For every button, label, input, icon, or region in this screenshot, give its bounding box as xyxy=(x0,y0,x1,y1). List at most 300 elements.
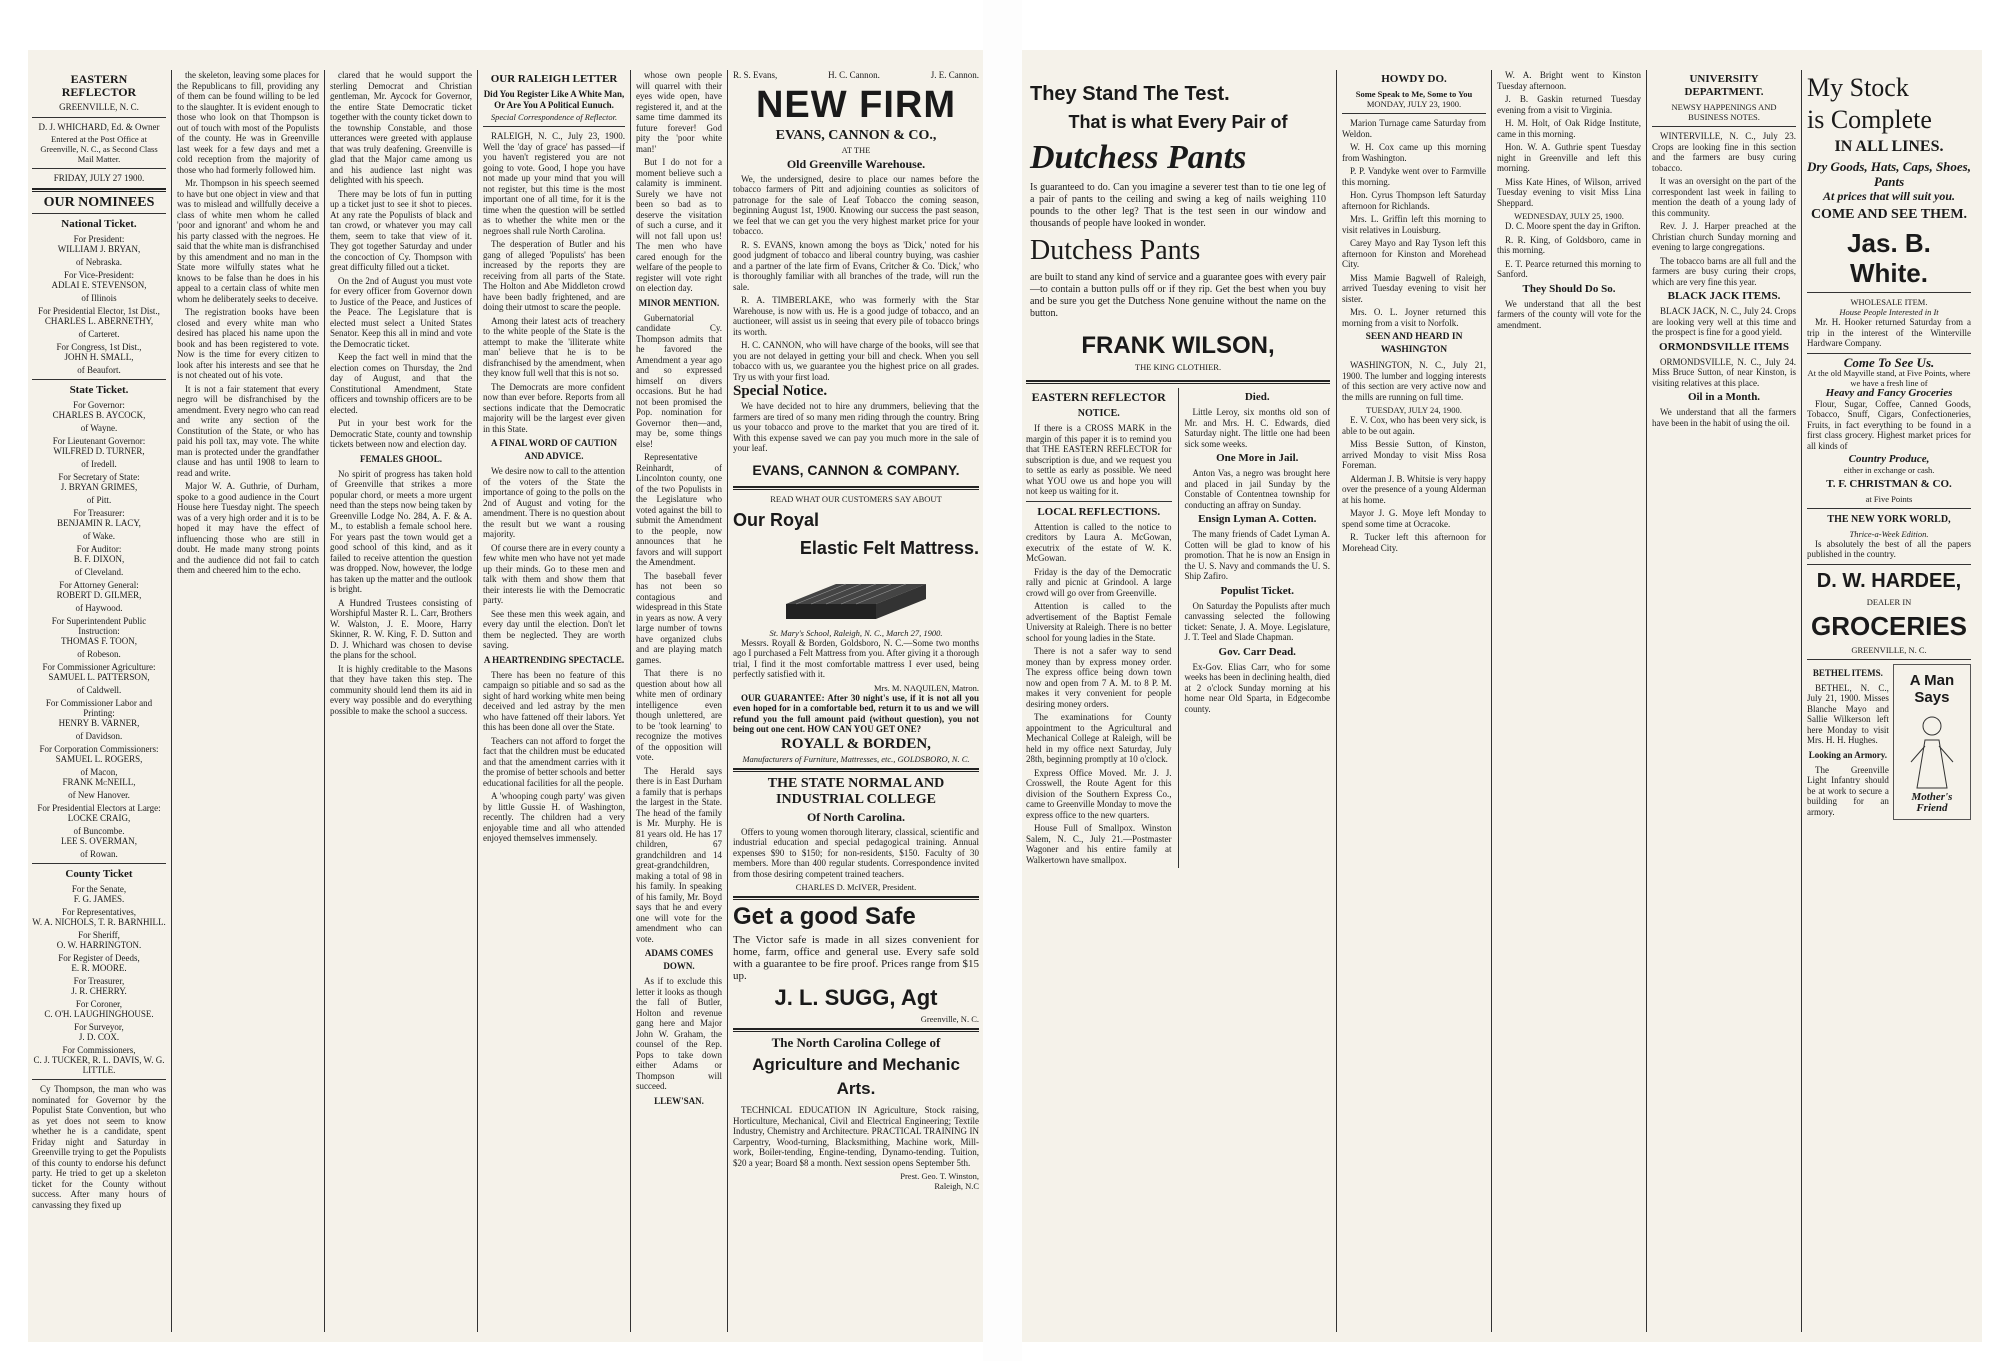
state-ticket-heading: State Ticket. xyxy=(69,384,129,396)
frank-wilson-sub: THE KING CLOTHIER. xyxy=(1134,362,1222,372)
nominee-entry xyxy=(32,580,166,613)
ny-world-body: Is absolutely the best of all the papers published in the country. xyxy=(1807,538,1971,559)
nominee-state: of Macon, xyxy=(80,767,118,777)
nominee-entry xyxy=(32,544,166,577)
howdy-heading: HOWDY DO. xyxy=(1381,73,1447,85)
safe-agent: J. L. SUGG, Agt xyxy=(774,985,938,1010)
bethel-column xyxy=(1807,664,1889,821)
howdy-sub: Some Speak to Me, Some to You xyxy=(1355,89,1473,99)
nominee-office: For Commissioner Labor and Printing: xyxy=(45,698,153,718)
special-notice-body: We have decided not to hire any drummers, believing that the farmers are tired of so many men riding through the country. Bring us your tobacco and prove to the market that you are tired of it. With this expense saved we can pay you much more in the sale of your leaf. xyxy=(733,401,979,453)
firm-ad-body xyxy=(733,174,979,383)
article-paragraph: Marion Turnage came Saturday from Weldon. xyxy=(1342,118,1486,139)
article-paragraph: H. M. Holt, of Oak Ridge Institute, came in this morning. xyxy=(1497,118,1641,139)
article-paragraph: Attention is called to the advertisement of the Baptist Female University at Raleigh. There is no better school for young ladies in the State. xyxy=(1026,601,1172,643)
article-paragraph: The registration books have been closed and every white man who desired has placed his name upon the book and has been registered to vote. Now is the time for every citizen to look after his interests and see that he is not cheated out of his vote. xyxy=(177,307,319,380)
local-reflections-body xyxy=(1026,522,1172,866)
nominee-entry xyxy=(32,270,166,303)
bethel-heading: BETHEL ITEMS. xyxy=(1812,667,1883,678)
nominee-state: of New Hanover. xyxy=(68,790,130,800)
raleigh-letter-column xyxy=(479,70,629,1332)
nominee-entry xyxy=(32,400,166,433)
nominee-state: of Beaufort. xyxy=(77,365,121,375)
stock-title-2: is Complete xyxy=(1807,105,1932,134)
nominee-office: For Commissioners, xyxy=(62,1045,136,1055)
jail-heading: One More in Jail. xyxy=(1216,452,1299,464)
article-paragraph: Hon. Cyrus Thompson left Saturday afternoon for Richlands. xyxy=(1342,190,1486,211)
article-paragraph: Major W. A. Guthrie, of Durham, spoke to a good audience in the Court House here Tuesday night. The speech was of a very high order and it is to be hoped it may have the effect of influencing those who are still in doubt. He made many strong points and the audience did not fail to catch them and cheered him to the echo. xyxy=(177,481,319,575)
nominee-entry xyxy=(32,999,166,1019)
notice-masthead: EASTERN REFLECTOR xyxy=(1031,390,1166,404)
article-paragraph: The baseball fever has not been so contagious and widespread in this State in years as now. A very large number of towns have organized clubs and are playing match games. xyxy=(636,570,722,665)
nominee-name: W. A. NICHOLS, T. R. BARNHILL. xyxy=(32,917,166,927)
nominee-name: F. G. JAMES. xyxy=(73,894,125,904)
partner-name: R. S. Evans, xyxy=(733,70,778,80)
article-paragraph: There is not a safer way to send money than by express money order. The express office being down town now and open from 7 A. M. to 8 P. M. makes it very convenient for people desiring money orders. xyxy=(1026,646,1172,709)
nominee-office: For Secretary of State: xyxy=(58,472,140,482)
nominee-entry xyxy=(32,662,166,695)
nominee-office: For Representatives, xyxy=(62,907,136,917)
christman-sub: at Five Points xyxy=(1865,493,1913,504)
right-page xyxy=(1022,50,1982,1342)
armory-body: The Greenville Light Infantry should be at work to secure a building for an armory. xyxy=(1807,764,1889,817)
partner-name: J. E. Cannon. xyxy=(930,70,979,80)
populist-body: On Saturday the Populists after much canvassing selected the following ticket: Senate, J. A. Moye. Legislature, J. T. Teel and Slade Chapman. xyxy=(1184,600,1330,642)
nominee-state: of Haywood. xyxy=(75,603,123,613)
article-paragraph: D. C. Moore spent the day in Grifton. xyxy=(1505,221,1641,231)
editorial-column-3 xyxy=(326,70,476,1332)
mattress-maker: ROYALL & BORDEN, xyxy=(781,735,931,752)
dutchess-brand: Dutchess Pants xyxy=(1030,139,1247,176)
howdy-date: MONDAY, JULY 23, 1900. xyxy=(1366,99,1462,109)
nominee-entry xyxy=(32,930,166,950)
article-paragraph: House Full of Smallpox. Winston Salem, N. C., July 21.—Postmaster Wagoner and his entire family at Walkertown have smallpox. xyxy=(1026,823,1172,865)
lower-two-columns xyxy=(1026,388,1330,868)
article-paragraph: A Hundred Trustees consisting of Worshipful Master R. L. Carr, Brothers W. Walston, J. E. Moore, Harry Skinner, R. W. King, F. D. Sutton and D. J. Whichard was chosen to devise the plans for the school. xyxy=(330,597,472,660)
heavy-groceries-body: Flour, Sugar, Coffee, Canned Goods, Tobacco, Snuff, Cigars, Confectioneries, Fruits, in fact everything to be found in a first class grocery. Highest market prices for all kinds of xyxy=(1807,398,1971,451)
article-paragraph: R. S. EVANS, known among the boys as 'Dick,' noted for his good judgment of tobacco and liberal country buying, was cashier and a partner of the late firm of Evans, Critcher & Co. 'Dick,' who is thoroughly familiar with all branches of the trade, will run the sale. xyxy=(733,239,979,292)
dutchess-body-2: are built to stand any kind of service and a guarantee goes with every pair—to contain a button pulls off or if they rip. Get the best when you buy and be sure you get the Dutchess None genuine without the name on the button. xyxy=(1030,272,1326,319)
nominee-entry xyxy=(32,306,166,339)
nominee-office: For President: xyxy=(73,234,125,244)
heavy-groceries: Heavy and Fancy Groceries xyxy=(1825,387,1953,399)
nominee-name: J. R. CHERRY. xyxy=(71,986,127,996)
nominee-state: of Wayne. xyxy=(80,423,118,433)
jail-body: Anton Vas, a negro was brought here and placed in jail Sunday by the Constable of Contentnea township for conducting an affray on Sunday. xyxy=(1184,468,1330,510)
nominee-state: of Robeson. xyxy=(77,649,121,659)
article-paragraph: Mayor J. G. Moye left Monday to spend some time at Ocracoke. xyxy=(1342,508,1486,529)
page-gutter xyxy=(983,0,1022,1361)
nominee-name: C. O'H. LAUGHINGHOUSE. xyxy=(44,1009,154,1019)
editorial-paragraphs-3 xyxy=(330,70,472,716)
black-jack-heading: BLACK JACK ITEMS. xyxy=(1667,290,1781,302)
hardee-dealer: DEALER IN xyxy=(1866,596,1912,607)
article-paragraph: E. T. Pearce returned this morning to Sanford. xyxy=(1497,258,1641,279)
store-ads-column xyxy=(1803,70,1975,1332)
should-heading: They Should Do So. xyxy=(1522,282,1616,295)
winterville-items xyxy=(1652,131,1796,287)
ensign-heading: Ensign Lyman A. Cotten. xyxy=(1198,513,1317,525)
jas-b-white: Jas. B. White. xyxy=(1847,228,1931,288)
article-paragraph: We, the undersigned, desire to place our names before the tobacco farmers of Pitt and adjoining counties as solicitors of patronage for the sale of Leaf Tobacco the coming season, beginning August 1st, 1900. Knowing our success the past season, we feel that we can get you the very highest market price for your tobacco. xyxy=(733,173,979,236)
normal-college-sub: Of North Carolina. xyxy=(806,809,906,824)
national-ticket-list xyxy=(32,234,166,375)
article-paragraph: Miss Mamie Bagwell of Raleigh, arrived Tuesday evening to visit her sister. xyxy=(1342,272,1486,304)
should-body: We understand that all the best farmers of the county will vote for the amendment. xyxy=(1497,298,1641,330)
nominee-office: For Coroner, xyxy=(75,999,123,1009)
notice-body: If there is a CROSS MARK in the margin of this paper it is to remind you that THE EASTERN REFLECTOR for subscription is due, and we request you to settle as early as possible. We need what YOU owe us and hope you will not keep us waiting for it. xyxy=(1026,423,1172,496)
nominee-entry xyxy=(32,508,166,541)
nominee-state: of Pitt. xyxy=(86,495,112,505)
article-paragraph: The Democrats are more confident now than ever before. Reports from all sections indicate that the Democratic majority will be the largest ever given in this State. xyxy=(483,381,625,434)
nominee-state: of Iredell. xyxy=(81,459,117,469)
stand-test-title: They Stand The Test. xyxy=(1030,83,1230,105)
editorial-column-2 xyxy=(173,70,323,1332)
article-paragraph: There may be lots of fun in putting up a ticket just to see it shot to pieces. At any rate the Populists of black and tan crowd, or whatever you may call them, seem to take that view of it. They got together Saturday and under the concoction of Cy. Thompson with great difficulty filled out a ticket. xyxy=(330,188,472,272)
personals-list-2 xyxy=(1497,70,1641,208)
nominee-office: For Commissioner Agriculture: xyxy=(42,662,156,672)
safe-agent-place: Greenville, N. C. xyxy=(920,1014,979,1024)
ny-world: THE NEW YORK WORLD, xyxy=(1827,513,1951,525)
nominees-heading: OUR NOMINEES xyxy=(43,195,155,210)
nominee-name: LOCKE CRAIG, xyxy=(67,813,131,823)
mattress-lead: READ WHAT OUR CUSTOMERS SAY ABOUT xyxy=(770,493,942,504)
hardee-name: D. W. HARDEE, xyxy=(1816,569,1962,592)
nominee-name: B. F. DIXON, xyxy=(73,554,125,564)
nominee-state: of Carteret. xyxy=(78,329,120,339)
article-paragraph: It was an oversight on the part of the correspondent last week in failing to mention the death of a young lady of this community. xyxy=(1652,176,1796,218)
stand-test-sub: That is what Every Pair of xyxy=(1068,112,1288,132)
nominee-entry xyxy=(32,953,166,973)
nominee-name: JOHN H. SMALL, xyxy=(64,352,134,362)
raleigh-letter-body xyxy=(483,131,625,844)
nominee-entry xyxy=(32,342,166,375)
article-paragraph: Hon. W. A. Guthrie spent Tuesday night in Greenville and left this morning. xyxy=(1497,142,1641,173)
nominee-office: For Presidential Electors at Large: xyxy=(37,803,161,813)
special-notice-title: Special Notice. xyxy=(733,383,828,399)
thompson-paragraph: Cy Thompson, the man who was nominated for Governor by the Populist State Convention, but who as yet does not seem to know whether he is a candidate, spent Friday night and Saturday in Greenville trying to get the Populists of this county to endorse his defunct party. He tried to get up a skeleton ticket for the County without success. After many hours of canvassing they fixed up xyxy=(32,1084,166,1210)
section-subheading: ADAMS COMES DOWN. xyxy=(644,948,714,971)
nominee-name: ROBERT D. GILMER, xyxy=(56,590,142,600)
dutchess-brand-2: Dutchess Pants xyxy=(1030,235,1201,266)
section-subheading: LLEW'SAN. xyxy=(654,1095,704,1106)
article-paragraph: Mr. Thompson in his speech seemed to have but one object in view and that was to mislead and willfully deceive a class of white men whom he called 'poor and ignorant' and whom he and his party classed with the negroes. He said that the white man is disfranchised by this amendment and no man in the State more wilfully states what he knows to be false than he does in his appeal to a certain class of white men whom he deliberately seeks to deceive. xyxy=(177,178,319,304)
oil-body: We understand that all the farmers have been in the habit of using the oil. xyxy=(1652,407,1796,428)
house-heading: House People Interested in It xyxy=(1839,307,1939,317)
ag-college-title-1: The North Carolina College of xyxy=(771,1035,941,1050)
come-to-see-us: Come To See Us. xyxy=(1843,354,1935,370)
nominee-office: For Attorney General: xyxy=(59,580,139,590)
section-subheading: FEMALES GHOOL. xyxy=(359,453,442,464)
editorial-paragraphs-2 xyxy=(177,70,319,576)
dutchess-ad-column xyxy=(1022,70,1334,1332)
nominee-entry xyxy=(32,1045,166,1075)
raleigh-letter-subhead: Did You Register Like A White Man, Or Are You A Political Eunuch. xyxy=(483,89,625,110)
nominee-name: SAMUEL L. ROGERS, xyxy=(55,754,143,764)
nominee-office: For Treasurer: xyxy=(73,508,125,518)
article-paragraph: We desire now to call to the attention of the voters of the State the importance of going to the polls on the 2nd of August and voting for the amendment. There is no question about the result but we want a rousing majority. xyxy=(483,466,625,539)
article-paragraph: Friday is the day of the Democratic rally and picnic at Grindool. A large crowd will go over from Greenville. xyxy=(1026,566,1172,598)
nominee-name: WILFRED D. TURNER, xyxy=(53,446,145,456)
normal-college-title: THE STATE NORMAL AND INDUSTRIAL COLLEGE xyxy=(767,775,945,807)
stock-prices: At prices that will suit you. xyxy=(1822,189,1956,203)
nominee-entry xyxy=(32,234,166,267)
article-paragraph: whose own people will quarrel with their eyes wide open, have registered it, and at the same time dammed its future forever! God pity the 'poor white man!' xyxy=(636,70,722,154)
article-paragraph: Attention is called to the notice to creditors by Laura A. McGowan, executrix of the estate of W. K. McGowan. xyxy=(1026,521,1172,563)
armory-heading: Looking an Armory. xyxy=(1808,749,1888,760)
normal-college-body: Offers to young women thorough literary, classical, scientific and industrial education and special pedagogical training. Annual expenses $90 to $150; for non-residents, $150. Faculty of 30 members. More than 400 regular students. Correspondence invited from those desiring competent trained teachers. xyxy=(733,826,979,879)
safe-ad-title: Get a good Safe xyxy=(733,903,916,930)
article-paragraph: Alderman J. B. Whitsie is very happy over the presence of a young Alderman at his home. xyxy=(1342,473,1486,505)
university-sub: NEWSY HAPPENINGS AND BUSINESS NOTES. xyxy=(1671,102,1777,122)
article-paragraph: Miss Bessie Sutton, of Kinston, arrived Monday to visit Miss Rosa Foreman. xyxy=(1342,439,1486,470)
nominee-office: For Congress, 1st Dist., xyxy=(56,342,142,352)
ag-college-title-2: Agriculture and Mechanic Arts. xyxy=(752,1055,960,1098)
died-heading: Died. xyxy=(1244,391,1270,403)
mattress-letter: Messrs. Royall & Borden, Goldsboro, N. C.—Some two months ago I purchased a Felt Mattress from you. After giving it a thorough trial, I find it the most comfortable mattress I ever used, being perfectly satisfied with it. xyxy=(733,637,979,679)
article-paragraph: RALEIGH, N. C., July 23, 1900. Well the 'day of grace' has passed—if you haven't registered you are not going to vote. Good, I hope you have not made up your mind that you will not register, but this time is the most important one of all time, for it is the time when the question will be settled as to whether the white men or the negroes shall rule North Carolina. xyxy=(483,131,625,236)
nominee-name: J. D. COX. xyxy=(78,1032,120,1042)
article-paragraph: P. P. Vandyke went over to Farmville this morning. xyxy=(1342,166,1486,187)
section-subheading: A HEARTRENDING SPECTACLE. xyxy=(483,654,625,665)
article-paragraph: W. A. Bright went to Kinston Tuesday afternoon. xyxy=(1497,70,1641,91)
nominee-office: For Surveyor, xyxy=(74,1022,124,1032)
nominee-name: FRANK McNEILL, xyxy=(62,777,136,787)
safe-ad-body: The Victor safe is made in all sizes convenient for home, farm, office and general use. Every safe sold with a guarantee to be fire proof. Prices range from $15 up. xyxy=(733,934,979,982)
nominee-name: SAMUEL L. PATTERSON, xyxy=(48,672,150,682)
nominee-office: For Lieutenant Governor: xyxy=(52,436,146,446)
nominee-entry xyxy=(32,976,166,996)
partner-name: H. C. Cannon. xyxy=(828,70,880,80)
oil-heading: Oil in a Month. xyxy=(1687,391,1761,403)
article-paragraph: As if to exclude this letter it looks as though the fall of Butler, Holton and revenue gang here and Major John W. Graham, the counsel of the Rep. Pops to take down either Adams or Thompson will succeed. xyxy=(636,976,722,1091)
article-paragraph: H. C. CANNON, who will have charge of the books, will see that you are not delayed in getting your bill and check. When you sell tobacco with us, we guarantee you the highest price on all grades. Try us with your first load. xyxy=(733,340,979,382)
article-paragraph: But I do not for a moment believe such a calamity is imminent. Surely we have not been so bad as to deserve the visitation of such a curse, and it will not fall upon us! The men who have cared enough for the welfare of the people to register will vote right on election day. xyxy=(636,157,722,293)
hardee-place: GREENVILLE, N. C. xyxy=(1851,644,1927,655)
wednesday-date: WEDNESDAY, JULY 25, 1900. xyxy=(1514,211,1624,221)
raleigh-letter-byline: Special Correspondence of Reflector. xyxy=(490,112,618,122)
advertisements-column xyxy=(729,70,983,1332)
article-paragraph: It is not a fair statement that every negro will be disfranchised by the amendment. Every negro who can read and write any section of the Constitution of the State, or who has paid his poll tax, may vote. The white man is protected under the grandfather clause and has until 1908 to learn to read and write. xyxy=(177,383,319,478)
article-paragraph: There has been no feature of this campaign so pitiable and so sad as the sight of hard working white men being deceived and led astray by the men who have fattened off their labors. Yet this has been done all over the State. xyxy=(483,669,625,732)
frank-wilson: FRANK WILSON, xyxy=(1081,332,1275,359)
washington-heading: SEEN AND HEARD IN WASHINGTON xyxy=(1365,332,1463,355)
nominee-entry xyxy=(32,1022,166,1042)
nominee-entry xyxy=(32,803,166,836)
nominee-name: E. R. MOORE. xyxy=(71,963,127,973)
firm-name: EVANS, CANNON & CO., xyxy=(775,127,937,143)
article-paragraph: J. B. Gaskin returned Tuesday evening from a visit to Virginia. xyxy=(1497,94,1641,115)
nominee-state: of Nebraska. xyxy=(76,257,122,267)
county-news-column xyxy=(1648,70,1800,1332)
nominee-name: CHARLES L. ABERNETHY, xyxy=(44,316,154,326)
nominee-name: C. J. TUCKER, R. L. DAVIS, W. G. LITTLE. xyxy=(33,1055,165,1075)
nominee-state: of Buncombe. xyxy=(73,826,125,836)
stock-goods: Dry Goods, Hats, Caps, Shoes, Pants xyxy=(1807,159,1971,189)
mattress-title-2: Elastic Felt Mattress. xyxy=(799,537,979,558)
mattress-letter-head: St. Mary's School, Raleigh, N. C., March 27, 1900. xyxy=(769,627,943,638)
article-paragraph: On the 2nd of August you must vote for every officer from Governor down to Justice of the Peace, and Justices of the Peace. The Legislature that is elected must select a United States Senator. Keep this all in mind and vote the Democratic ticket. xyxy=(330,275,472,349)
article-paragraph: the skeleton, leaving some places for the Republicans to fill, providing any of them can be found willing to be led to the slaughter. It is evident enough to those who look on that Thompson is out of touch with most of the Populists of the county. He was in Greenville last week for a few days and met a cold reception from the majority of those who had formerly followed him. xyxy=(177,70,319,175)
article-paragraph: W. H. Cox came up this morning from Washington. xyxy=(1342,142,1486,163)
article-paragraph: E. V. Cox, who has been very sick, is able to be out again. xyxy=(1342,415,1486,436)
nominee-state: of Illinois xyxy=(81,293,117,303)
nominee-office: For Sheriff, xyxy=(78,930,120,940)
house-body: Mr. H. Hooker returned Saturday from a trip in the interest of the Winterville Hardware Company. xyxy=(1807,317,1971,348)
nominee-name: CHARLES B. AYCOCK, xyxy=(52,410,146,420)
article-paragraph: Of course there are in every county a few white men who have not yet made up their minds. Go to these men and talk with them and show them that their interests lie with the Democratic party. xyxy=(483,542,625,605)
masthead-editor: D. J. WHICHARD, Ed. & Owner xyxy=(38,122,160,132)
article-paragraph: WINTERVILLE, N. C., July 23. Crops are looking fine in this section and the farmers are busy curing tobacco. xyxy=(1652,131,1796,173)
nominee-name: ADLAI E. STEVENSON, xyxy=(51,280,147,290)
nominee-entry xyxy=(32,744,166,777)
mothers-friend-title: A Man Says xyxy=(1909,671,1955,706)
nominee-office: For Treasurer, xyxy=(73,976,125,986)
nominee-entry xyxy=(32,907,166,927)
stock-come: COME AND SEE THEM. xyxy=(1810,207,1968,222)
county-ticket-heading: County Ticket xyxy=(65,868,133,880)
normal-college-sign: CHARLES D. McIVER, President. xyxy=(795,882,917,892)
article-paragraph: Among their latest acts of treachery to the white people of the State is the attempt to make the 'illiterate white man' believe that he is to be disfranchised by the amendment, when they know full well that this is not so. xyxy=(483,315,625,378)
article-paragraph: Mrs. O. L. Joyner returned this morning from a visit to Norfolk. xyxy=(1342,307,1486,328)
carr-heading: Gov. Carr Dead. xyxy=(1218,645,1296,658)
masthead-title: EASTERN REFLECTOR xyxy=(61,72,137,99)
nominee-entry xyxy=(32,472,166,505)
new-firm-title: NEW FIRM xyxy=(755,83,957,126)
masthead-place: GREENVILLE, N. C. xyxy=(59,102,139,112)
article-paragraph: The desperation of Butler and his gang of alleged 'Populists' has been increased by the reports they are receiving from all parts of the State. The Holton and Abe Middleton crowd have been badly frightened, and are doing their utmost to scare the people. xyxy=(483,239,625,312)
local-reflections-heading: LOCAL REFLECTIONS. xyxy=(1037,505,1161,518)
nominee-entry xyxy=(32,616,166,659)
nominee-state: of Cleveland. xyxy=(74,567,124,577)
notice-title: NOTICE. xyxy=(1077,408,1120,419)
nominee-state: of Rowan. xyxy=(80,849,118,859)
article-paragraph: Teachers can not afford to forget the fact that the children must be educated and that the amendment carries with it the promise of better schools and better educational facilities for all the people. xyxy=(483,735,625,788)
article-paragraph: Miss Kate Hines, of Wilson, arrived Tuesday evening to visit Miss Lina Sheppard. xyxy=(1497,176,1641,208)
nominee-name: LEE S. OVERMAN, xyxy=(61,836,137,846)
firm-partners xyxy=(733,70,979,81)
article-paragraph: The examinations for County appointment to the Agricultural and Mechanical College at Raleigh, will be held in my office next Saturday, July 28th, beginning promptly at 10 o'clock. xyxy=(1026,712,1172,764)
dutchess-body: Is guaranteed to do. Can you imagine a severer test than to tie one leg of a pair of pants to the ceiling and swing a keg of nails weighing 110 pounds to the other leg? That is the test seen in our window and thousands of people have looked in wonder. xyxy=(1030,182,1326,229)
article-paragraph: It is highly creditable to the Masons that they have taken this step. The community should lend them its aid in every way possible and do everything possible to make the school a success. xyxy=(330,663,472,716)
university-heading: UNIVERSITY DEPARTMENT. xyxy=(1684,73,1764,98)
masthead-date: FRIDAY, JULY 27 1900. xyxy=(53,173,145,183)
firm-location: Old Greenville Warehouse. xyxy=(786,156,926,171)
ag-college-sign: Prest. Geo. T. Winston, xyxy=(900,1171,979,1181)
ormondsville-heading: ORMONDSVILLE ITEMS xyxy=(1659,340,1789,353)
wednesday-list xyxy=(1497,221,1641,280)
personals-list xyxy=(1342,118,1486,328)
article-paragraph: Rev. J. J. Harper preached at the Christian church Sunday morning and evening to large congregations. xyxy=(1652,221,1796,252)
article-paragraph: R. A. TIMBERLAKE, who was formerly with the Star Warehouse, is now with us. He is a good judge of tobacco, and an auctioneer, will assist us in seeing that every pile of tobacco brings its worth. xyxy=(733,295,979,337)
state-ticket-list xyxy=(32,400,166,859)
left-page xyxy=(28,50,983,1342)
nominee-office: For Superintendent Public Instruction: xyxy=(51,616,147,636)
nominee-office: For the Senate, xyxy=(71,884,127,894)
mattress-maker-sub: Manufacturers of Furniture, Mattresses, etc., GOLDSBORO, N. C. xyxy=(742,753,970,764)
nominee-office: For Vice-President: xyxy=(63,270,135,280)
letter-continuation-column xyxy=(632,70,726,1332)
nominee-state: of Wake. xyxy=(82,531,116,541)
nominee-office: For Register of Deeds, xyxy=(58,953,140,963)
nominee-office: For Corporation Commissioners: xyxy=(39,744,159,754)
died-column xyxy=(1184,388,1330,868)
country-produce: Country Produce, xyxy=(1848,453,1930,465)
national-ticket-heading: National Ticket. xyxy=(61,218,137,230)
letter-continuation-body xyxy=(636,70,722,1108)
nominees-column xyxy=(28,70,170,1332)
firm-signature: EVANS, CANNON & COMPANY. xyxy=(752,461,960,478)
nominee-state: of Davidson. xyxy=(75,731,123,741)
article-paragraph: Carey Mayo and Ray Tyson left this afternoon for Kinston and Morehead City. xyxy=(1342,238,1486,269)
personals-column-2 xyxy=(1493,70,1645,1332)
nominee-entry xyxy=(32,436,166,469)
nominee-name: BENJAMIN R. LACY, xyxy=(57,518,141,528)
section-subheading: MINOR MENTION. xyxy=(638,297,720,308)
populist-heading: Populist Ticket. xyxy=(1220,584,1295,597)
article-paragraph: Representative Reinhardt, of Lincolnton county, one of the two Populists in the Legislature who voted against the bill to submit the Amendment to the people, now announces that he favors and will support the Amendment. xyxy=(636,452,722,567)
died-body: Little Leroy, six months old son of Mr. and Mrs. H. C. Edwards, died Saturday night. The little one had been sick some weeks. xyxy=(1184,407,1330,449)
tuesday-date: TUESDAY, JULY 24, 1900. xyxy=(1366,405,1462,415)
nominee-name: J. BRYAN GRIMES, xyxy=(60,482,138,492)
mothers-friend-sub: Mother's Friend xyxy=(1911,791,1953,814)
wholesale-heading: WHOLESALE ITEM. xyxy=(1850,297,1928,307)
article-paragraph: See these men this week again, and every day until the election. Don't let them be neglected. They are worth saving. xyxy=(483,608,625,650)
nominee-name: HENRY B. VARNER, xyxy=(58,718,140,728)
stock-title-1: My Stock xyxy=(1807,73,1909,102)
masthead-entered: Entered at the Post Office at Greenville, N. C., as Second Class Mail Matter. xyxy=(40,134,158,164)
county-ticket-list xyxy=(32,884,166,1075)
mothers-friend-ad xyxy=(1893,664,1971,821)
mattress-signer: Mrs. M. NAQUILEN, Matron. xyxy=(873,682,979,693)
article-paragraph: No spirit of progress has taken hold of Greenville that strikes a more popular chord, or meets a more urgent need than the steps now being taken by Greenville Lodge No. 284, A. F. & A. M., to establish a female school here. For years past the town would get a good school of this kind, and as it failed to receive attention the question was dropped. Now, however, the lodge has taken up the matter and the outlook is bright. xyxy=(330,468,472,594)
article-paragraph: Gubernatorial candidate Cy. Thompson admits that he favored the Amendment a year ago and so expressed himself on divers occasions. But he had not been promised the Pop. nomination for Governor then—and, may be, some things else! xyxy=(636,312,722,449)
nominee-entry xyxy=(32,884,166,904)
nominee-entry xyxy=(32,777,166,800)
article-paragraph: clared that he would support the sterling Democrat and Christian gentleman, Mr. Aycock for Governor, the entire State Democratic ticket together with the county ticket down to the township Constable, and those utterances were greeted with applause that was truly deafening. Greenville is glad that the Major came among us and his audience last night was delighted with his speech. xyxy=(330,70,472,185)
mother-figure-icon xyxy=(1897,710,1967,790)
stock-all-lines: IN ALL LINES. xyxy=(1834,138,1944,155)
ormondsville-body: ORMONDSVILLE, N. C., July 24. Miss Bruce Sutton, of near Kinston, is visiting relatives at this place. xyxy=(1652,356,1796,388)
article-paragraph: Keep the fact well in mind that the election comes on Thursday, the 2nd day of August, and that the Constitutional Amendment, State officers and township officers are to be elected. xyxy=(330,352,472,415)
personals-column xyxy=(1338,70,1490,1332)
firm-at-the: AT THE xyxy=(841,144,871,155)
carr-body: Ex-Gov. Elias Carr, who for some weeks has been in declining health, died at 2 o'clock Sunday morning at his home near Old Sparta, in Edgecombe county. xyxy=(1184,661,1330,714)
article-paragraph: Put in your best work for the Democratic State, county and township tickets between now and election day. xyxy=(330,418,472,449)
article-paragraph: Express Office Moved. Mr. J. J. Crosswell, the Route Agent for this division of the Southern Express Co., came to Greenville Monday to move the express office to the new quarters. xyxy=(1026,767,1172,820)
article-paragraph: The tobacco barns are all full and the farmers are busy curing their crops, which are very fine this year. xyxy=(1652,255,1796,287)
hardee-groceries: GROCERIES xyxy=(1810,610,1968,641)
bethel-and-ad xyxy=(1807,664,1971,821)
notice-and-local xyxy=(1026,388,1172,868)
black-jack-body: BLACK JACK, N. C., July 24. Crops are looking very well at this time and the prospect is fine for a good yield. xyxy=(1652,306,1796,337)
dutchess-pants-ad xyxy=(1026,74,1330,376)
ny-world-sub: Thrice-a-Week Edition. xyxy=(1849,528,1929,539)
bethel-body: BETHEL, N. C., July 21, 1900. Misses Blanche Mayo and Sallie Wilkerson left here Monday to visit Mrs. H. H. Hughes. xyxy=(1807,682,1889,745)
nominee-state: of Caldwell. xyxy=(76,685,122,695)
mattress-guarantee: OUR GUARANTEE: After 30 night's use, if it is not all you even hoped for in a comfortable bed, return it to us and we will refund you the full amount paid (without question), you not being out one cent. HOW CAN YOU GET ONE? xyxy=(733,692,979,734)
nominee-entry xyxy=(32,698,166,741)
ensign-body: The many friends of Cadet Lyman A. Cotten will be glad to know of his promotion. That he is now an Ensign in the U. S. Navy and commands the U. S. Ship Zafiro. xyxy=(1184,529,1330,581)
nominee-office: For Presidential Elector, 1st Dist., xyxy=(38,306,160,316)
raleigh-letter-heading: OUR RALEIGH LETTER xyxy=(490,73,618,85)
washington-body: WASHINGTON, N. C., July 21, 1900. The lumber and logging interests of this section are very active now and the mills are running on full time. xyxy=(1342,360,1486,402)
section-subheading: A FINAL WORD OF CAUTION AND ADVICE. xyxy=(490,438,617,461)
nominee-entry xyxy=(32,836,166,859)
article-paragraph: That there is no question about how all white men of ordinary intelligence even though unlettered, are to be 'took learning' to recognize the motives of the opposition will vote. xyxy=(636,668,722,762)
nominee-name: WILLIAM J. BRYAN, xyxy=(57,244,141,254)
article-paragraph: Mrs. L. Griffin left this morning to visit relatives in Louisburg. xyxy=(1342,214,1486,235)
